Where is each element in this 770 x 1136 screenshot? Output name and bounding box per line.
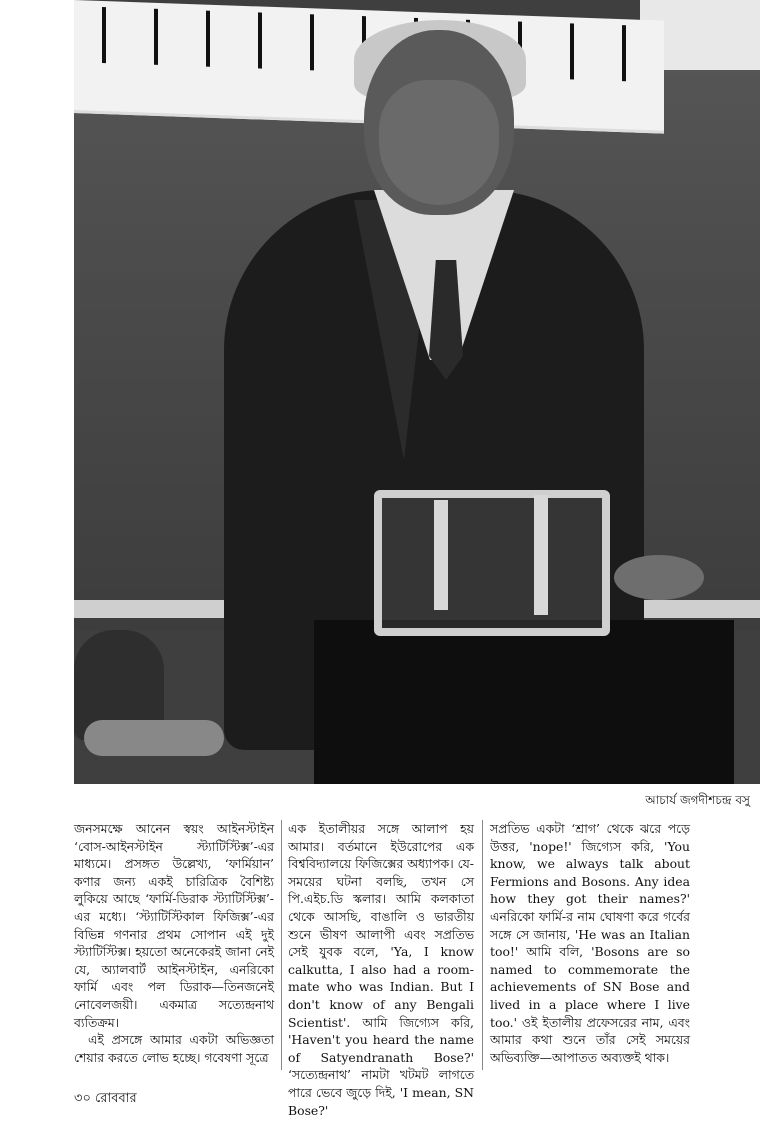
portrait-photo	[74, 0, 760, 784]
apparatus-post	[434, 500, 448, 610]
hand	[84, 720, 224, 756]
photo-caption: আচার্য জগদীশচন্দ্র বসু	[645, 793, 750, 807]
paragraph: সপ্রতিভ একটা ‘শ্রাগ’ থেকে ঝরে পড়ে উত্তর, 'nope!' জিগ্যেস করি, 'You know, we always talk about Fermions and Bosons. Any idea how they got their names?' এনরিকো ফার্মি-র নাম ঘোষণা করে গর্বের সঙ্গে সে জানায়, 'He was an Italian too!' আমি বলি, 'Bosons are so named to commemorate the achievements of SN Bose and lived in a place where I live too.' ওই ইতালীয় প্রফেসরের নাম, এবং আমার কথা শুনে তাঁর সেই সময়ের অভিব্যক্তি—আপাতত অব্যক্তই থাক।	[490, 821, 690, 1065]
desk	[314, 620, 734, 784]
face	[379, 80, 499, 205]
apparatus-post	[534, 495, 548, 615]
paragraph: এই প্রসঙ্গে আমার একটা অভিজ্ঞতা শেয়ার করতে লোভ হচ্ছে। গবেষণা সূত্রে	[74, 1032, 274, 1065]
column-divider	[281, 820, 282, 1070]
specimen-object	[614, 555, 704, 600]
text-column-3	[490, 820, 690, 1066]
scientific-apparatus	[374, 490, 610, 636]
column-divider	[482, 820, 483, 1070]
page-folio: ৩০ রোববার	[74, 1091, 137, 1106]
paragraph: এক ইতালীয়র সঙ্গে আলাপ হয় আমার। বর্তমানে ইউরোপের এক বিশ্ববিদ্যালয়ে ফিজিক্সের অধ্যাপক। যে-সময়ের ঘটনা বলছি, তখন সে পি.এইচ.ডি স্কলার। আমি কলকাতা থেকে আসছি, বাঙালি ও ভারতীয় শুনে ভীষণ আলাপী এবং সপ্রতিভ সেই যুবক বলে, 'Ya, I know calkutta, I also had a room-mate who was Indian. But I don't know of any Bengali Scientist'. আমি জিগ্যেস করি, 'Haven't you heard the name of Satyendranath Bose?' ‘সত্যেন্দ্রনাথ’ নামটা খটমট লাগতে পারে ভেবে জুড়ে দিই, 'I mean, SN Bose?'	[288, 821, 474, 1118]
text-column-2	[288, 820, 474, 1119]
paragraph: জনসমক্ষে আনেন স্বয়ং আইনস্টাইন ‘বোস-আইনস্টাইন স্ট্যাটিস্টিক্স’-এর মাধ্যমে। প্রসঙ্গত উল্লেখ্য, ‘ফার্মিয়ান’ কণার জন্য একই চারিত্রিক বৈশিষ্ট্য লুকিয়ে আছে ‘ফার্মি-ডিরাক স্ট্যাটিস্টিক্স’-এর মধ্যে। ‘স্ট্যাটিস্টিকাল ফিজিক্স’-এর বিভিন্ন গণনার প্রথম সোপান এই দুই স্ট্যাটিস্টিক্স। হয়তো অনেকেরই জানা নেই যে, অ্যালবার্ট আইনস্টাইন, এনরিকো ফার্মি এবং পল ডিরাক—তিনজনেই নোবেলজয়ী। একমাত্র সত্যেন্দ্রনাথ ব্যতিক্রম।	[74, 821, 274, 1030]
text-column-1	[74, 820, 274, 1066]
